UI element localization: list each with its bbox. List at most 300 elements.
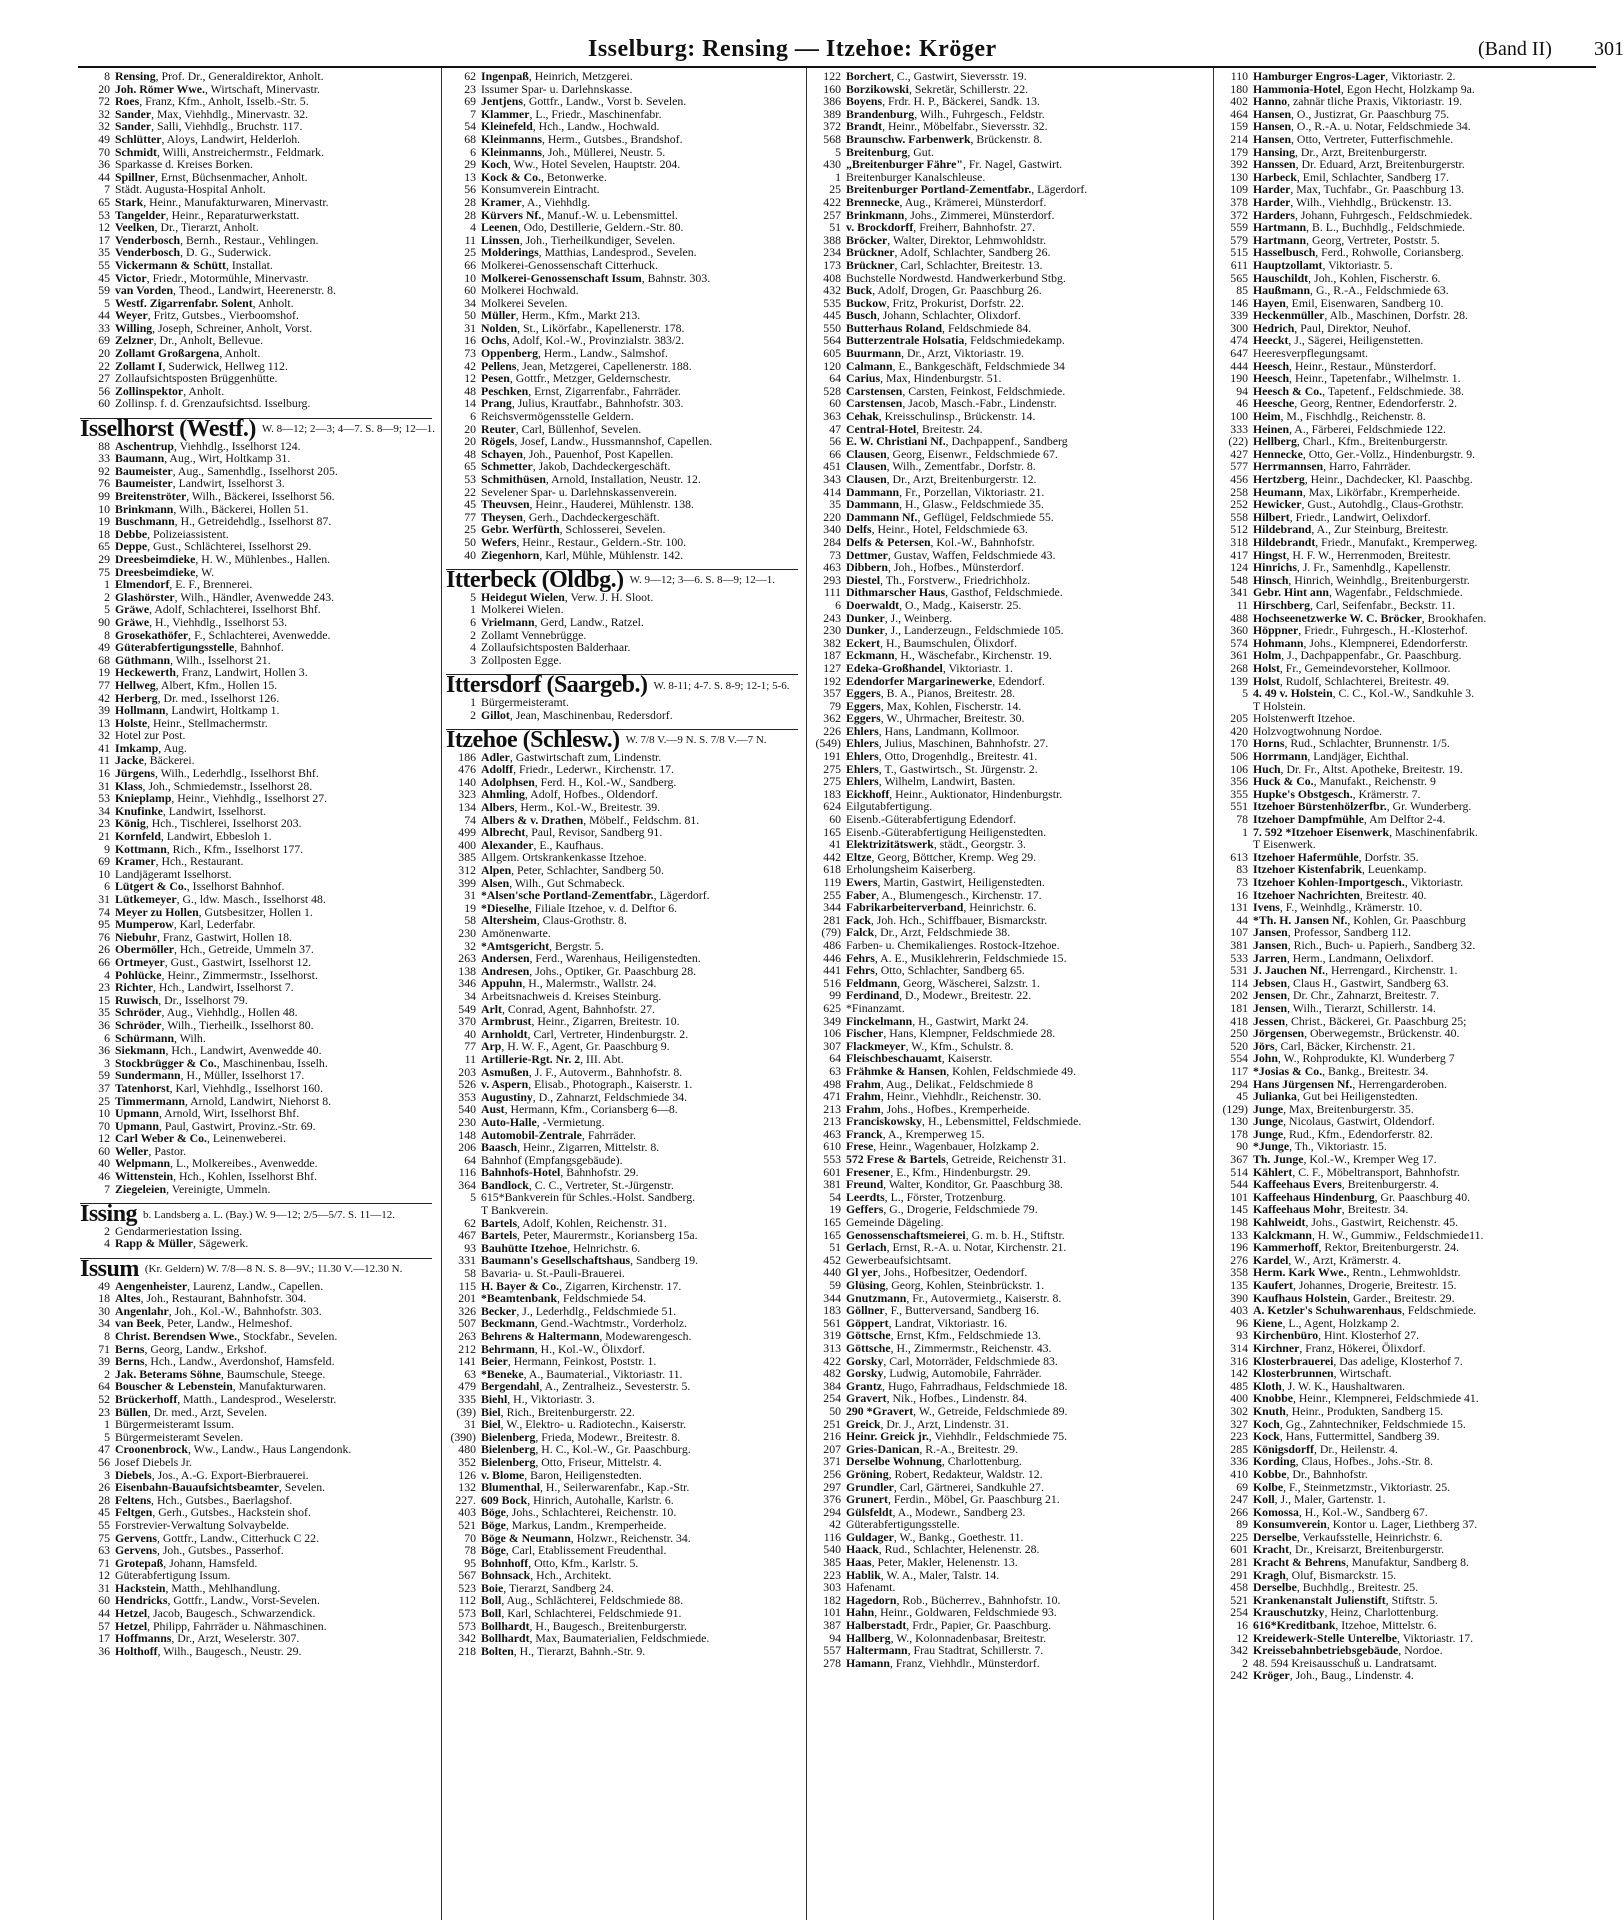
phone-number: 230 — [823, 623, 841, 638]
subscriber-text: Kaffeehaus Hindenburg, Gr. Paaschburg 40. — [1253, 1189, 1471, 1204]
phone-number: 5 — [104, 295, 110, 310]
subscriber-text: Hinsch, Hinrich, Weinhdlg., Breitenburgerstr. — [1253, 572, 1470, 587]
phone-number: 515 — [1230, 245, 1248, 260]
subscriber-text: Alpen, Peter, Schlachter, Sandberg 50. — [481, 863, 664, 878]
phone-number: 342 — [1230, 1643, 1248, 1658]
subscriber-text: Angenlahr, Joh., Kol.-W., Bahnhofstr. 303. — [115, 1303, 322, 1318]
subscriber-text: Ingenpaß, Heinrich, Metzgerei. — [481, 69, 633, 83]
subscriber-text: Haas, Peter, Makler, Helenenstr. 13. — [846, 1555, 1018, 1570]
subscriber-text: Kleinmanns, Joh., Müllerei, Neustr. 5. — [481, 144, 666, 159]
subscriber-text: Schlütter, Aloys, Landwirt, Helderloh. — [115, 131, 301, 146]
subscriber-text: Junge, Rud., Kfm., Edendorferstr. 82. — [1253, 1126, 1433, 1141]
phone-number: 70 — [464, 1530, 476, 1545]
subscriber-text: Eickhoff, Heinr., Auktionator, Hindenburgstr. — [846, 786, 1063, 801]
subscriber-text: Molderings, Matthias, Landesprod., Sevelen. — [481, 245, 697, 260]
subscriber-text: Harder, Wilh., Viehhdlg., Brückenstr. 13. — [1253, 194, 1452, 209]
subscriber-text: Hildebrandt, Friedr., Manufakt., Kremperweg. — [1253, 534, 1478, 549]
place-heading — [80, 1201, 432, 1228]
subscriber-text: Fehrs, A. E., Musiklehrerin, Feldschmiede 15. — [846, 950, 1067, 965]
subscriber-text: Carstensen, Carsten, Feinkost, Feldschmiede. — [846, 383, 1066, 398]
phone-number: 36 — [98, 1043, 110, 1058]
phone-number: 474 — [1230, 333, 1248, 348]
subscriber-text: Harder, Max, Tuchfabr., Gr. Paaschburg 13. — [1253, 182, 1465, 197]
phone-number: 53 — [464, 472, 476, 486]
subscriber-text: Frahm, Aug., Delikat., Feldschmiede 8 — [846, 1076, 1034, 1091]
subscriber-text: Arp, H. W. F., Agent, Gr. Paaschburg 9. — [481, 1039, 670, 1054]
subscriber-text: Stark, Heinr., Manufakturwaren, Minervastr. — [115, 194, 329, 209]
column-divider — [441, 68, 442, 1920]
subscriber-text: Bavaria- u. St.-Pauli-Brauerei. — [481, 1266, 625, 1281]
subscriber-text: Feltens, Hch., Gutsbes., Baerlagshof. — [115, 1492, 293, 1507]
phone-number: 464 — [1230, 106, 1248, 121]
phone-number: 53 — [98, 207, 110, 222]
phone-number: 16 — [98, 766, 110, 781]
subscriber-text: v. Blome, Baron, Heiligenstedten. — [481, 1467, 642, 1482]
subscriber-text: Derselbe, Buchhdlg., Breitestr. 25. — [1253, 1580, 1419, 1595]
subscriber-text: Bohnhoff, Otto, Kfm., Karlstr. 5. — [481, 1555, 639, 1570]
subscriber-text: 290 *Gravert, W., Getreide, Feldschmiede 89. — [846, 1403, 1068, 1418]
phone-number: 485 — [1230, 1378, 1248, 1393]
phone-number: 28 — [464, 194, 476, 209]
subscriber-text: Holstenwerft Itzehoe. — [1253, 711, 1356, 726]
subscriber-text: Buurmann, Dr., Arzt, Viktoriastr. 19. — [846, 346, 1025, 361]
subscriber-text: Hedrich, Paul, Direktor, Neuhof. — [1253, 320, 1411, 335]
subscriber-text: Kaufhaus Holstein, Garder., Breitestr. 29. — [1253, 1290, 1455, 1305]
phone-number: 300 — [1230, 320, 1248, 335]
subscriber-text: Doerwaldt, O., Madg., Kaiserstr. 25. — [846, 597, 1022, 612]
phone-number: 363 — [823, 409, 841, 424]
phone-number: 107 — [1230, 925, 1248, 940]
phone-number: 206 — [458, 1140, 476, 1155]
page-number: 301 — [1594, 38, 1624, 60]
directory-entry — [446, 616, 798, 629]
phone-number: 79 — [829, 698, 841, 713]
subscriber-text: Andersen, Ferd., Warenhaus, Heiligenstedten. — [481, 951, 701, 966]
phone-number: 19 — [98, 514, 110, 529]
phone-number: 32 — [98, 728, 110, 743]
subscriber-text: Koch, Gg., Zahntechniker, Feldschmiede 15. — [1253, 1416, 1466, 1431]
subscriber-text: Hansen, O., R.-A. u. Notar, Feldschmiede 34. — [1253, 119, 1471, 134]
phone-number: 213 — [823, 1114, 841, 1129]
subscriber-text: Itzehoer Nachrichten, Breitestr. 40. — [1253, 887, 1427, 902]
phone-number: 60 — [829, 396, 841, 411]
phone-number: 11 — [98, 753, 110, 768]
subscriber-text: Dreesbeimdieke, H. W., Mühlenbes., Hallen. — [115, 551, 331, 566]
phone-number: 92 — [98, 463, 110, 478]
subscriber-text: Flackmeyer, W., Kfm., Schulstr. 8. — [846, 1038, 1014, 1053]
phone-number: 112 — [458, 1593, 476, 1608]
subscriber-text: Brandt, Heinr., Möbelfabr., Sieversstr. 32. — [846, 119, 1048, 134]
phone-number: 35 — [98, 245, 110, 260]
phone-number: 40 — [464, 547, 476, 562]
phone-number: 344 — [823, 900, 841, 915]
subscriber-text: Fleischbeschauamt, Kaiserstr. — [846, 1051, 993, 1066]
phone-number: 127 — [823, 660, 841, 675]
phone-number: 1 — [835, 169, 841, 184]
phone-number: 1 — [104, 577, 110, 592]
phone-number: 93 — [1236, 1328, 1248, 1343]
subscriber-text: Heesche, Georg, Rentner, Edendorferstr. 2. — [1253, 396, 1458, 411]
phone-number: 131 — [1230, 900, 1248, 915]
directory-entry — [1218, 1644, 1596, 1657]
subscriber-text: Berns, Hch., Landw., Averdonshof, Hamsfeld. — [115, 1354, 335, 1369]
subscriber-text: Albrecht, Paul, Revisor, Sandberg 91. — [481, 825, 663, 840]
phone-number: 45 — [1236, 1089, 1248, 1104]
subscriber-text: Schmidt, Willi, Anstreichermstr., Feldmark. — [115, 144, 325, 159]
phone-number: 54 — [464, 119, 476, 134]
office-hours: (Kr. Geldern) W. 7/8—8 N. S. 8—9V.; 11.30 V.—12.30 N. — [144, 1263, 403, 1276]
phone-number: 110 — [1230, 69, 1248, 83]
subscriber-text: Augustiny, D., Zahnarzt, Feldschmiede 34. — [481, 1089, 688, 1104]
phone-number: 198 — [1230, 1215, 1248, 1230]
phone-number: 59 — [98, 1068, 110, 1083]
phone-number: 58 — [464, 1266, 476, 1281]
phone-number: 371 — [823, 1454, 841, 1469]
subscriber-text: Albers & v. Drathen, Möbelf., Feldschm. 81. — [481, 812, 700, 827]
column-divider — [1213, 68, 1214, 1920]
phone-number: 544 — [1230, 1177, 1248, 1192]
phone-number: 327 — [1230, 1416, 1248, 1431]
subscriber-text: Konsumverein Eintracht. — [481, 182, 600, 197]
subscriber-text: Krankenanstalt Julienstift, Stiftstr. 5. — [1253, 1592, 1438, 1607]
subscriber-text: Holzvogtwohnung Nordoe. — [1253, 723, 1383, 738]
subscriber-text: Hupke's Obstgesch., Krämerstr. 7. — [1253, 786, 1421, 801]
phone-number: 35 — [98, 1005, 110, 1020]
phone-number: 124 — [1230, 560, 1248, 575]
phone-number: 212 — [458, 1341, 476, 1356]
phone-number: 5 — [104, 1429, 110, 1444]
subscriber-text: Molkerei Hochwald. — [481, 283, 579, 298]
phone-number: 387 — [823, 1618, 841, 1633]
subscriber-text: Farben- u. Chemikalienges. Rostock-Itzehoe. — [846, 937, 1060, 952]
subscriber-text: Ehlers, Otto, Drogenhdlg., Breitestr. 41. — [846, 749, 1038, 764]
phone-number: 29 — [464, 157, 476, 172]
subscriber-text: 4. 49 v. Holstein, C. C., Kol.-W., Sandkuhle 3. — [1253, 686, 1475, 701]
subscriber-text: Greick, Dr. J., Arzt, Lindenstr. 31. — [846, 1416, 1009, 1431]
place-heading — [446, 567, 798, 594]
subscriber-text: Vrielmann, Gerd, Landw., Ratzel. — [481, 614, 644, 629]
subscriber-text: Bohnsack, Hch., Architekt. — [481, 1568, 612, 1583]
subscriber-text: Eisenb.-Güterabfertigung Heiligenstedten. — [846, 824, 1047, 839]
phone-number: 42 — [829, 1517, 841, 1532]
subscriber-text: Reichsvermögensstelle Geldern. — [481, 409, 634, 424]
subscriber-text: Kirchner, Franz, Hökerei, Ölixdorf. — [1253, 1340, 1426, 1355]
place-name: Itzehoe (Schlesw.) — [446, 727, 620, 754]
phone-number: 551 — [1230, 799, 1248, 814]
phone-number: 180 — [1230, 81, 1248, 96]
phone-number: 319 — [823, 1328, 841, 1343]
phone-number: 13 — [464, 169, 476, 184]
subscriber-text: Bouscher & Lebenstein, Manufakturwaren. — [115, 1379, 327, 1394]
phone-number: 442 — [823, 849, 841, 864]
subscriber-text: Herberg, Dr. med., Isselhorst 126. — [115, 690, 280, 705]
subscriber-text: Bandlock, C. C., Vertreter, St.-Jürgenstr. — [481, 1177, 674, 1192]
phone-number: 77 — [464, 509, 476, 524]
directory-entry — [446, 549, 798, 562]
subscriber-text: Jensen, Wilh., Tierarzt, Schillerstr. 14. — [1253, 1000, 1436, 1015]
office-hours: b. Landsberg a. L. (Bay.) W. 9—12; 2/5—5/7. S. 11—12. — [143, 1208, 396, 1221]
subscriber-text: Hohmann, Johs., Klempnerei, Edendorferstr. — [1253, 635, 1468, 650]
subscriber-text: Breitenburger Kanalschleuse. — [846, 169, 986, 184]
subscriber-text: Hauptzollamt, Viktoriastr. 5. — [1253, 257, 1393, 272]
subscriber-text: Tatenhorst, Karl, Viehhdlg., Isselhorst 160. — [115, 1080, 324, 1095]
phone-number: 625 — [823, 1000, 841, 1015]
subscriber-text: Molkerei-Genossenschaft Citterhuck. — [481, 257, 658, 272]
place-heading — [446, 672, 798, 699]
phone-number: 528 — [823, 383, 841, 398]
subscriber-text: Kreidewerk-Stelle Unterelbe, Viktoriastr. 17. — [1253, 1630, 1474, 1645]
phone-number: 106 — [823, 1026, 841, 1041]
subscriber-text: Buckow, Fritz, Prokurist, Dorfstr. 22. — [846, 295, 1024, 310]
subscriber-text: Zelzner, Dr., Anholt, Bellevue. — [115, 333, 264, 348]
phone-number: 94 — [1236, 383, 1248, 398]
subscriber-text: Boyens, Frdr. H. P., Bäckerei, Sandk. 13. — [846, 94, 1040, 109]
subscriber-text: Roes, Franz, Kfm., Anholt, Isselb.-Str. 5. — [115, 94, 309, 109]
phone-number: 26 — [98, 1480, 110, 1495]
phone-number: 203 — [458, 1064, 476, 1079]
subscriber-text: Dettmer, Gustav, Waffen, Feldschmiede 43. — [846, 547, 1056, 562]
subscriber-text: Weyer, Fritz, Gutsbes., Vierboomshof. — [115, 308, 299, 323]
phone-number: 331 — [458, 1253, 476, 1268]
subscriber-text: Güterabfertigungsstelle, Bahnhof. — [115, 640, 284, 655]
place-name: Ittersdorf (Saargeb.) — [446, 672, 648, 699]
subscriber-text: Fehrs, Otto, Schlachter, Sandberg 65. — [846, 963, 1025, 978]
phone-number: 33 — [98, 320, 110, 335]
phone-number: 183 — [823, 786, 841, 801]
subscriber-text: Gorsky, Ludwig, Automobile, Fahrräder. — [846, 1366, 1042, 1381]
phone-number: 647 — [1230, 346, 1248, 361]
phone-number: 68 — [98, 652, 110, 667]
subscriber-text: Eckert, H., Baumschulen, Ölixdorf. — [846, 635, 1018, 650]
directory-entry — [446, 654, 798, 667]
phone-number: 73 — [829, 547, 841, 562]
subscriber-text: H. Bayer & Co., Zigarren, Kirchenstr. 17. — [481, 1278, 682, 1293]
phone-number: 54 — [829, 1189, 841, 1204]
subscriber-text: Hellberg, Charl., Kfm., Breitenburgerstr. — [1253, 434, 1448, 449]
subscriber-text: Göttsche, Ernst, Kfm., Feldschmiede 13. — [846, 1328, 1041, 1343]
phone-number: 192 — [823, 673, 841, 688]
subscriber-text: Jak. Beterams Söhne, Baumschule, Steege. — [115, 1366, 326, 1381]
subscriber-text: Eggers, W., Uhrmacher, Breitestr. 30. — [846, 711, 1025, 726]
subscriber-text: Kaufert, Johannes, Drogerie, Breitestr. 15. — [1253, 1278, 1457, 1292]
phone-number: 446 — [823, 950, 841, 965]
phone-number: 11 — [464, 1051, 476, 1066]
phone-number: 25 — [829, 182, 841, 197]
phone-number: 1 — [104, 1417, 110, 1432]
subscriber-text: Schmithüsen, Arnold, Installation, Neustr. 12. — [481, 472, 701, 486]
phone-number: 360 — [1230, 623, 1248, 638]
subscriber-text: Zollamt Großargena, Anholt. — [115, 346, 261, 361]
subscriber-text: Dammann, Fr., Porzellan, Viktoriastr. 21. — [846, 484, 1045, 499]
phone-number: 520 — [1230, 1038, 1248, 1053]
phone-number: 266 — [1230, 1504, 1248, 1519]
subscriber-text: Hayen, Emil, Eisenwaren, Sandberg 10. — [1253, 295, 1444, 310]
directory-entry — [811, 813, 1207, 826]
subscriber-text: Lütgert & Co., Isselhorst Bahnhof. — [115, 879, 285, 894]
phone-number: 263 — [458, 1329, 476, 1343]
phone-number: 76 — [98, 476, 110, 491]
subscriber-text: Wefers, Heinr., Restaur., Geldern.-Str. 100. — [481, 534, 687, 549]
subscriber-text: Breitenburger Portland-Zementfabr., Lägerdorf. — [846, 182, 1088, 197]
subscriber-text: J. Jauchen Nf., Herrengard., Kirchenstr. 1. — [1253, 963, 1458, 978]
subscriber-text: Biel, Rich., Breitenburgerstr. 22. — [481, 1404, 635, 1419]
phone-number: 414 — [823, 484, 841, 499]
subscriber-text: Aust, Hermann, Kfm., Coriansberg 6—8. — [481, 1102, 678, 1117]
phone-number: 7 — [104, 182, 110, 197]
phone-number: 381 — [823, 1177, 841, 1192]
subscriber-text: Molkerei Wielen. — [481, 602, 564, 617]
subscriber-text: Güterabfertigung Issum. — [115, 1568, 231, 1583]
subscriber-text: Huch, Dr. Fr., Altst. Apotheke, Breitestr. 19. — [1253, 761, 1463, 776]
phone-number: 88 — [98, 438, 110, 453]
subscriber-text: Brückerhoff, Matth., Landesprod., Weselerstr. — [115, 1391, 337, 1406]
phone-number: 408 — [823, 270, 841, 285]
phone-number: 29 — [98, 551, 110, 566]
subscriber-text: Holste, Heinr., Stellmachermstr. — [115, 715, 268, 730]
subscriber-text: Haußmann, G., R.-A., Feldschmiede 63. — [1253, 283, 1449, 298]
subscriber-text: Hartmann, Georg, Vertreter, Poststr. 5. — [1253, 232, 1440, 247]
directory-column-3 — [811, 70, 1207, 1920]
subscriber-text: Spillner, Ernst, Büchsenmacher, Anholt. — [115, 169, 308, 184]
phone-number: 336 — [1230, 1454, 1248, 1469]
phone-number: 96 — [1236, 1315, 1248, 1330]
phone-number: 5 — [470, 589, 476, 604]
subscriber-text: Kloth, J. W. K., Haushaltwaren. — [1253, 1378, 1406, 1393]
phone-number: 122 — [823, 69, 841, 83]
phone-number: 378 — [1230, 194, 1248, 209]
directory-entry — [80, 1645, 432, 1658]
phone-number: 16 — [1236, 1618, 1248, 1633]
subscriber-text: E. W. Christiani Nf., Dachpappenf., Sandberg — [846, 434, 1068, 449]
phone-number: 114 — [1230, 975, 1248, 990]
phone-number: 4 — [104, 967, 110, 982]
subscriber-text: Heesch, Heinr., Restaur., Münsterdorf. — [1253, 358, 1437, 373]
phone-number: 535 — [823, 295, 841, 310]
subscriber-text: Fabrikarbeiterverband, Heinrichstr. 6. — [846, 900, 1037, 915]
phone-number: 23 — [98, 1404, 110, 1419]
phone-number: 3 — [104, 1467, 110, 1482]
subscriber-text: Kracht & Behrens, Manufaktur, Sandberg 8. — [1253, 1555, 1469, 1570]
phone-number: 230 — [458, 926, 476, 940]
subscriber-text: Brinkmann, Wilh., Bäckerei, Hollen 51. — [115, 501, 309, 516]
subscriber-text: Itzehoer Kohlen-Importgesch., Viktoriastr. — [1253, 875, 1464, 889]
phone-number: 165 — [823, 1215, 841, 1230]
phone-number: 56 — [829, 434, 841, 449]
subscriber-text: Hansen, O., Justizrat, Gr. Paaschburg 75. — [1253, 106, 1450, 121]
subscriber-text: Obermöller, Hch., Getreide, Ummeln 37. — [115, 942, 314, 957]
subscriber-text: Eggers, B. A., Pianos, Breitestr. 28. — [846, 686, 1016, 701]
subscriber-text: Eisenb.-Güterabfertigung Edendorf. — [846, 812, 1017, 827]
subscriber-text: *Junge, Th., Viktoriastr. 15. — [1253, 1139, 1387, 1154]
office-hours: W. 8-11; 4-7. S. 8-9; 12-1; 5-6. — [653, 679, 790, 692]
phone-number: 254 — [1230, 1605, 1248, 1620]
phone-number: 601 — [823, 1164, 841, 1179]
phone-number: 6 — [470, 409, 476, 424]
phone-number: 48 — [464, 446, 476, 461]
phone-number: 31 — [464, 1417, 476, 1432]
phone-number: 230 — [458, 1114, 476, 1129]
phone-number — [446, 1204, 481, 1217]
subscriber-text: Hammonia-Hotel, Egon Hecht, Holzkamp 9a. — [1253, 81, 1475, 96]
phone-number: 343 — [823, 472, 841, 486]
subscriber-text: Theysen, Gerh., Dachdeckergeschäft. — [481, 509, 660, 524]
subscriber-text: Bürgermeisteramt Issum. — [115, 1417, 235, 1432]
phone-number: 99 — [829, 988, 841, 1003]
subscriber-text: Hennecke, Otto, Ger.-Vollz., Hindenburgstr. 9. — [1253, 446, 1476, 461]
phone-number: 574 — [1230, 635, 1248, 650]
subscriber-text: Heidegut Wielen, Verw. J. H. Sloot. — [481, 589, 654, 604]
subscriber-text: Allgem. Ortskrankenkasse Itzehoe. — [481, 850, 647, 865]
phone-number: 523 — [458, 1580, 476, 1595]
phone-number: 20 — [464, 434, 476, 449]
phone-number: 357 — [823, 686, 841, 701]
subscriber-text: Kleinefeld, Hch., Landw., Hochwald. — [481, 119, 660, 134]
phone-number: 364 — [458, 1177, 476, 1192]
subscriber-text: Calmann, E., Bankgeschäft, Feldschmiede 34 — [846, 358, 1065, 373]
subscriber-text: Hotel zur Post. — [115, 728, 186, 743]
phone-number: 207 — [823, 1441, 841, 1456]
phone-number: 45 — [98, 1505, 110, 1520]
phone-number: 10 — [98, 866, 110, 881]
subscriber-text: Appuhn, H., Malermstr., Wallstr. 24. — [481, 976, 657, 991]
subscriber-text: Pohlücke, Heinr., Zimmermstr., Isselhorst. — [115, 967, 318, 982]
phone-number: 444 — [1230, 358, 1248, 373]
subscriber-text: Sparkasse d. Kreises Borken. — [115, 157, 253, 172]
subscriber-text: Jürgens, Wilh., Lederhdlg., Isselhorst Bhf. — [115, 766, 319, 781]
subscriber-text: Weller, Pastor. — [115, 1143, 187, 1158]
subscriber-text: Hollmann, Landwirt, Holtkamp 1. — [115, 703, 280, 718]
subscriber-text: *Alsen'sche Portland-Zementfabr., Lägerdorf. — [481, 888, 710, 903]
phone-number: 41 — [98, 740, 110, 755]
phone-number: 134 — [458, 800, 476, 815]
directory-entry — [1218, 1669, 1596, 1682]
phone-number: 445 — [823, 308, 841, 323]
subscriber-text: Heesch & Co., Tapetenf., Feldschmiede. 38. — [1253, 383, 1464, 398]
subscriber-text: Klammer, L., Friedr., Maschinenfabr. — [481, 106, 662, 121]
subscriber-text: Hinrichs, J. Fr., Samenhdlg., Kapellenstr. — [1253, 560, 1451, 575]
subscriber-text: Göttsche, H., Zimmermstr., Reichenstr. 43. — [846, 1340, 1052, 1355]
subscriber-text: Ahmling, Adolf, Hofbes., Oldendorf. — [481, 787, 658, 802]
phone-number: 1 — [470, 694, 476, 709]
subscriber-text: 48. 594 Kreisausschuß u. Landratsamt. — [1253, 1655, 1437, 1670]
subscriber-text: Issumer Spar- u. Darlehnskasse. — [481, 81, 633, 96]
subscriber-text: T Eisenwerk. — [1253, 837, 1316, 852]
phone-number: 56 — [464, 182, 476, 197]
phone-number: 25 — [98, 1093, 110, 1108]
phone-number: 73 — [464, 346, 476, 361]
phone-number: 422 — [823, 1353, 841, 1368]
subscriber-text: Schmetter, Jakob, Dachdeckergeschäft. — [481, 459, 671, 474]
phone-number: 258 — [1230, 484, 1248, 499]
phone-number: 130 — [1230, 1114, 1248, 1129]
subscriber-text: Hafenamt. — [846, 1580, 896, 1595]
phone-number: 33 — [98, 451, 110, 466]
subscriber-text: Elektrizitätswerk, städt., Georgstr. 3. — [846, 837, 1026, 852]
subscriber-text: Bielenberg, Frieda, Modewr., Breitestr. 8. — [481, 1429, 681, 1444]
subscriber-text: Delfs & Petersen, Kol.-W., Bahnhofstr. — [846, 534, 1035, 549]
phone-number: (390) — [450, 1429, 476, 1444]
phone-number: 148 — [458, 1127, 476, 1142]
subscriber-text: Kleinmanns, Herm., Gutsbes., Brandshof. — [481, 131, 683, 146]
subscriber-text: Hablik, W. A., Maler, Talstr. 14. — [846, 1567, 1000, 1582]
subscriber-text: Artillerie-Rgt. Nr. 2, III. Abt. — [481, 1051, 624, 1066]
subscriber-text: Gravert, Nik., Hofbes., Lindenstr. 84. — [846, 1391, 1028, 1406]
phone-number: 2 — [104, 1366, 110, 1381]
phone-number: 13 — [98, 715, 110, 730]
subscriber-text: Kolbe, F., Steinmetzmstr., Viktoriastr. 25. — [1253, 1479, 1451, 1494]
phone-number: 293 — [823, 572, 841, 587]
subscriber-text: Derselbe, Verkaufsstelle, Heinrichstr. 6. — [1253, 1529, 1443, 1544]
